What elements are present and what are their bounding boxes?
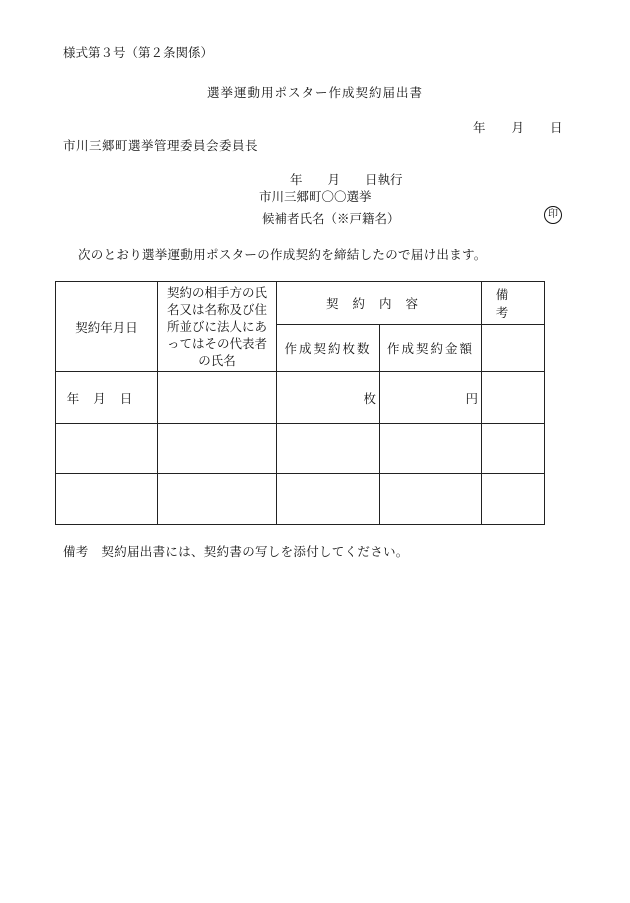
header-remarks: 備考: [482, 282, 545, 325]
row-date-cell[interactable]: [56, 424, 158, 474]
row-amount-cell[interactable]: 円: [380, 372, 482, 424]
row-remarks-cell[interactable]: [482, 474, 545, 525]
date-month-label: 月: [511, 120, 525, 135]
header-contract-amount: 作成契約金額: [380, 325, 482, 372]
document-title: 選挙運動用ポスター作成契約届出書: [206, 85, 423, 100]
row-remarks-cell[interactable]: [482, 372, 545, 424]
date-day-label: 日: [550, 120, 563, 135]
header-contract-party: [158, 282, 277, 372]
execution-date: 年 月 日執行: [290, 172, 403, 187]
row-date-cell[interactable]: 年月日: [56, 372, 158, 424]
header-contract-date: 契約年月日: [56, 282, 158, 372]
candidate-name-label: 候補者氏名（※戸籍名）: [262, 211, 400, 226]
row-date-cell[interactable]: [56, 474, 158, 525]
submission-date: [473, 118, 563, 136]
header-contract-content: 契約内容: [277, 282, 482, 325]
header-party-line: 契約の相手方の氏: [166, 285, 267, 300]
header-party-line: ってはその代表者: [166, 336, 267, 351]
footer-note: 備考 契約届出書には、契約書の写しを添付してください。: [63, 544, 409, 559]
header-party-line: 所並びに法人にあ: [166, 319, 267, 334]
row-sheets-cell[interactable]: 枚: [277, 372, 380, 424]
row-amount-cell[interactable]: [380, 474, 482, 525]
row-sheets-cell[interactable]: [277, 424, 380, 474]
row-party-cell[interactable]: [158, 474, 277, 525]
header-party-line: の氏名: [198, 353, 236, 368]
table-header-row: [56, 282, 545, 325]
row-sheets-cell[interactable]: [277, 474, 380, 525]
form-number: 様式第３号（第２条関係）: [63, 45, 214, 60]
table-row: [56, 372, 545, 424]
row-amount-cell[interactable]: [380, 424, 482, 474]
header-sheet-count: 作成契約枚数: [277, 325, 380, 372]
date-year-label: 年: [473, 120, 486, 135]
header-remarks-blank: [482, 325, 545, 372]
row-party-cell[interactable]: [158, 424, 277, 474]
row-remarks-cell[interactable]: [482, 424, 545, 474]
contract-table: [55, 281, 545, 525]
election-name: 市川三郷町〇〇選挙: [259, 189, 372, 204]
table-row: [56, 474, 545, 525]
table-row: [56, 424, 545, 474]
header-party-line: 名又は名称及び住: [166, 302, 267, 317]
intro-text: 次のとおり選挙運動用ポスターの作成契約を締結したので届け出ます。: [78, 247, 487, 262]
addressee: 市川三郷町選挙管理委員会委員長: [63, 138, 259, 153]
row-party-cell[interactable]: [158, 372, 277, 424]
seal-icon: 印: [544, 206, 562, 224]
